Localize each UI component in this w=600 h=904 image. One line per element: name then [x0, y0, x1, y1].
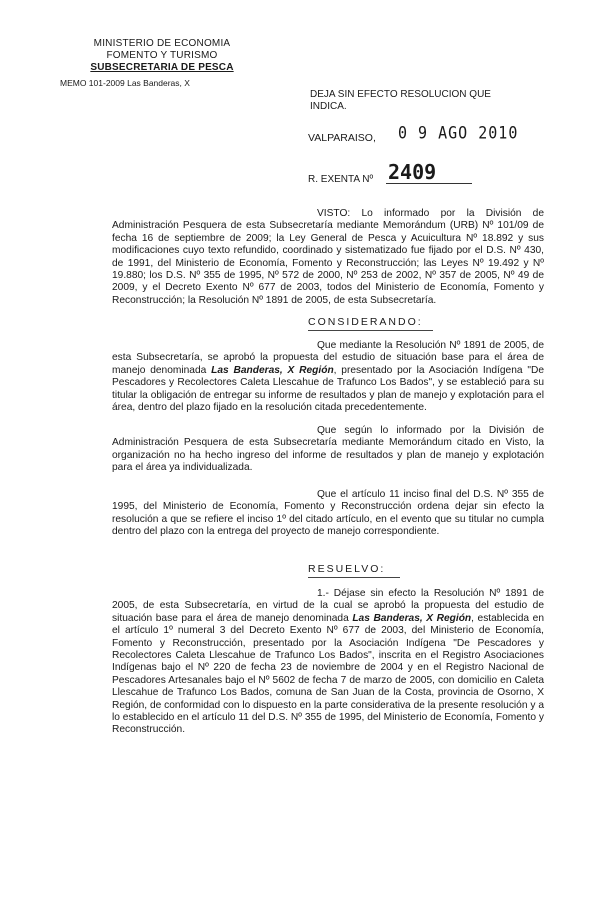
visto-paragraph: VISTO: Lo informado por la División de Administración Pesquera de esta Subsecretaría mediante Memorándum (URB) Nº 101/09 de fecha 16 de septiembre de 2009; la Ley General de Pesca y Acuicultura Nº 18.892 y sus modificaciones cuyo texto refundido, coordinado y sistematizado fue fijado por el D.S. Nº 430, de 1991, del Ministerio de Economía, Fomento y Reconstrucción; las Leyes Nº 19.492 y Nº 19.880; los D.S. Nº 355 de 1995, Nº 572 de 2000, Nº 253 de 2002, Nº 357 de 2005, Nº 49 de 2009, y el Decreto Exento Nº 677 de 2003, todos del Ministerio de Economía, Fomento y Reconstrucción; la Resolución Nº 1891 de 2005, de esta Subsecretaría. — [112, 208, 544, 306]
subject-line: DEJA SIN EFECTO RESOLUCION QUE INDICA. — [310, 89, 491, 112]
resolution-label: R. EXENTA Nº — [308, 174, 374, 185]
resuelvo-heading: RESUELVO: — [308, 563, 386, 575]
considerando-paragraph-3: Que el artículo 11 inciso final del D.S. Nº 355 de 1995, del Ministerio de Economía, Fomento y Reconstrucción ordena dejar sin efecto la resolución a que se refiere el inciso 1º del citado artículo, en el evento que su titular no cumpla dentro del plazo con la entrega del proyecto de manejo correspondiente. — [112, 489, 544, 538]
resuelvo-1-text-b: , establecida en el artículo 1º numeral 3 del Decreto Exento Nº 677 de 2003, del Ministerio de Economía, Fomento y Reconstrucción, presentado por la Asociación Indígena "De Pescadores y Recolectores Caleta Llescahue de Trafunco Los Bados", inscrita en el Registro Asociaciones Indígenas bajo el Nº 220 de fecha 23 de noviembre de 2004 y en el Registro Nacional de Pescadores Artesanales bajo el Nº 5602 de fecha 7 de marzo de 2005, con domicilio en Caleta Llescahue de Trafunco Los Bados, comuna de San Juan de la Costa, provincia de Osorno, X Región, de conformidad con lo dispuesto en la parte considerativa de la presente resolución y a lo establecido en el artículo 11 del D.S. Nº 355 de 1995, del Ministerio de Economía, Fomento y Reconstrucción. — [112, 612, 544, 736]
memo-reference: MEMO 101-2009 Las Banderas, X — [60, 78, 190, 88]
letterhead — [62, 38, 262, 74]
resolution-underline — [386, 183, 472, 184]
area-name-1: Las Banderas, X Región — [211, 364, 334, 376]
considerando-heading: CONSIDERANDO: — [308, 316, 423, 328]
resuelvo-1-text-a: 1.- Déjase sin efecto la Resolución Nº 1891 de 2005, de esta Subsecretaría, en virtud de la cual se aprobó la propuesta del estudio de situación base para el área de manejo denominada — [112, 588, 544, 624]
subsecretaria-line: SUBSECRETARIA DE PESCA — [90, 62, 234, 73]
considerando-underline — [308, 330, 433, 331]
considerando-1-text-a: Que mediante la Resolución Nº 1891 de 2005, de esta Subsecretaría, se aprobó la propuesta del estudio de situación base para el área de manejo denominada — [112, 340, 544, 376]
date-stamp: 0 9 AGO 2010 — [398, 123, 519, 143]
considerando-1-text-b: , presentado por la Asociación Indígena "De Pescadores y Recolectores Caleta Llescahue de Trafunco Los Bados", y se estableció para su titular la obligación de entregar su informe de resultados y plan de manejo y explotación para el área, dentro del plazo fijado en la resolución citada precedentemente. — [112, 364, 544, 414]
area-name-2: Las Banderas, X Región — [352, 612, 472, 624]
ministry-line-1: MINISTERIO DE ECONOMIA — [93, 38, 231, 49]
ministry-line-2: FOMENTO Y TURISMO — [106, 50, 218, 61]
considerando-paragraph-2: Que según lo informado por la División de Administración Pesquera de esta Subsecretaría mediante Memorándum citado en Visto, la organización no ha hecho ingreso del informe de resultados y plan de manejo y explotación para el área ya individualizada. — [112, 425, 544, 474]
resuelvo-paragraph-1 — [112, 588, 544, 737]
resolution-number: 2409 — [388, 160, 437, 184]
resuelvo-underline — [308, 577, 400, 578]
place-label: VALPARAISO, — [308, 132, 376, 144]
considerando-paragraph-1 — [112, 340, 544, 414]
